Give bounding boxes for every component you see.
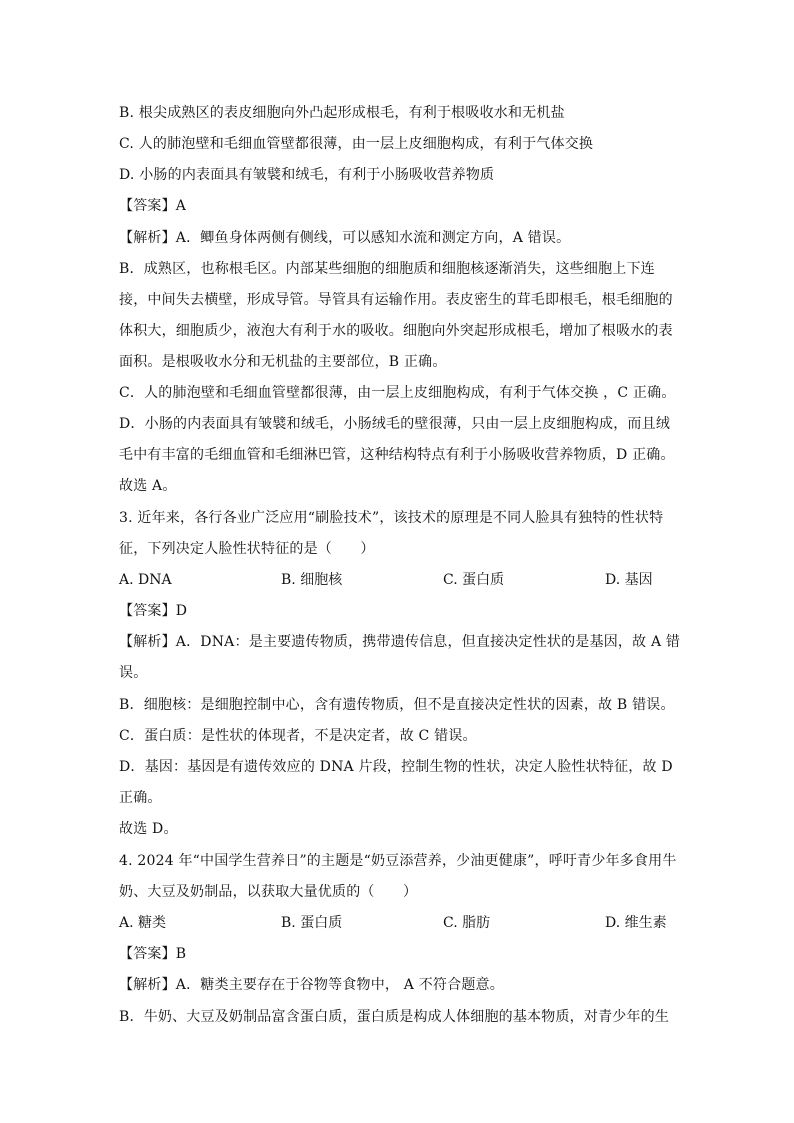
analysis-line: 体积大，细胞质少，液泡大有利于水的吸收。细胞向外突起形成根毛，增加了根吸水的表 [119, 323, 673, 339]
analysis-line: B．细胞核：是细胞控制中心，含有遗传物质，但不是直接决定性状的因素，故 B 错误。 [119, 697, 675, 713]
question-4-stem: 4. 2024 年“中国学生营养日”的主题是“奶豆添营养，少油更健康”，呼吁青少年多食用牛 [119, 853, 677, 869]
analysis-line: 正确。 [119, 790, 162, 806]
analysis-line: 【解析】A．鲫鱼身体两侧有侧线，可以感知水流和测定方向，A 错误。 [119, 230, 571, 246]
question-3-stem: 征，下列决定人脸性状特征的是（ ） [119, 541, 375, 557]
analysis-line: C．蛋白质：是性状的体现者，不是决定者，故 C 错误。 [119, 728, 477, 744]
analysis-line: 接，中间失去横壁，形成导管。导管具有运输作用。表皮密生的茸毛即根毛，根毛细胞的 [119, 292, 673, 308]
answer-line: 【答案】D [119, 603, 188, 619]
option-c-line: C. 人的肺泡壁和毛细血管壁都很薄，由一层上皮细胞构成，有利于气体交换 [119, 136, 594, 152]
q4-option-b: B. 蛋白质 [281, 915, 343, 931]
conclusion-line: 故选 A。 [119, 478, 177, 494]
conclusion-line: 故选 D。 [119, 821, 178, 837]
analysis-line: D．基因：基因是有遗传效应的 DNA 片段，控制生物的性状，决定人脸性状特征，故 D [119, 759, 673, 775]
analysis-line: B．牛奶、大豆及奶制品富含蛋白质，蛋白质是构成人体细胞的基本物质，对青少年的生 [119, 1009, 670, 1025]
q3-option-a: A. DNA [119, 572, 172, 588]
q3-option-d: D. 基因 [605, 572, 653, 588]
option-b-line: B. 根尖成熟区的表皮细胞向外凸起形成根毛，有利于根吸收水和无机盐 [119, 105, 565, 121]
q3-option-b: B. 细胞核 [281, 572, 343, 588]
answer-line: 【答案】B [119, 946, 187, 962]
question-3-stem: 3. 近年来，各行各业广泛应用“刷脸技术”，该技术的原理是不同人脸具有独特的性状特 [119, 510, 664, 526]
analysis-line: B．成熟区，也称根毛区。内部某些细胞的细胞质和细胞核逐渐消失，这些细胞上下连 [119, 261, 655, 277]
question-4-stem: 奶、大豆及奶制品，以获取大量优质的（ ） [119, 884, 418, 900]
answer-line: 【答案】A [119, 198, 187, 214]
analysis-line: 毛中有丰富的毛细血管和毛细淋巴管，这种结构特点有利于小肠吸收营养物质，D 正确。 [119, 447, 675, 463]
option-d-line: D. 小肠的内表面具有皱襞和绒毛，有利于小肠吸收营养物质 [119, 167, 495, 183]
q4-option-c: C. 脂肪 [443, 915, 491, 931]
analysis-line: 面积。是根吸收水分和无机盐的主要部位，B 正确。 [119, 354, 447, 370]
analysis-line: D．小肠的内表面具有皱襞和绒毛，小肠绒毛的壁很薄，只由一层上皮细胞构成，而且绒 [119, 416, 671, 432]
q4-option-d: D. 维生素 [605, 915, 667, 931]
analysis-line: C．人的肺泡壁和毛细血管壁都很薄，由一层上皮细胞构成，有利于气体交换 ，C 正确。 [119, 385, 676, 401]
q4-option-a: A. 糖类 [119, 915, 167, 931]
analysis-line: 【解析】A．DNA：是主要遗传物质，携带遗传信息，但直接决定性状的是基因，故 A 错 [119, 634, 681, 650]
q3-option-c: C. 蛋白质 [443, 572, 505, 588]
analysis-line: 误。 [119, 665, 148, 681]
analysis-line: 【解析】A．糖类主要存在于谷物等食物中， A 不符合题意。 [119, 977, 504, 993]
